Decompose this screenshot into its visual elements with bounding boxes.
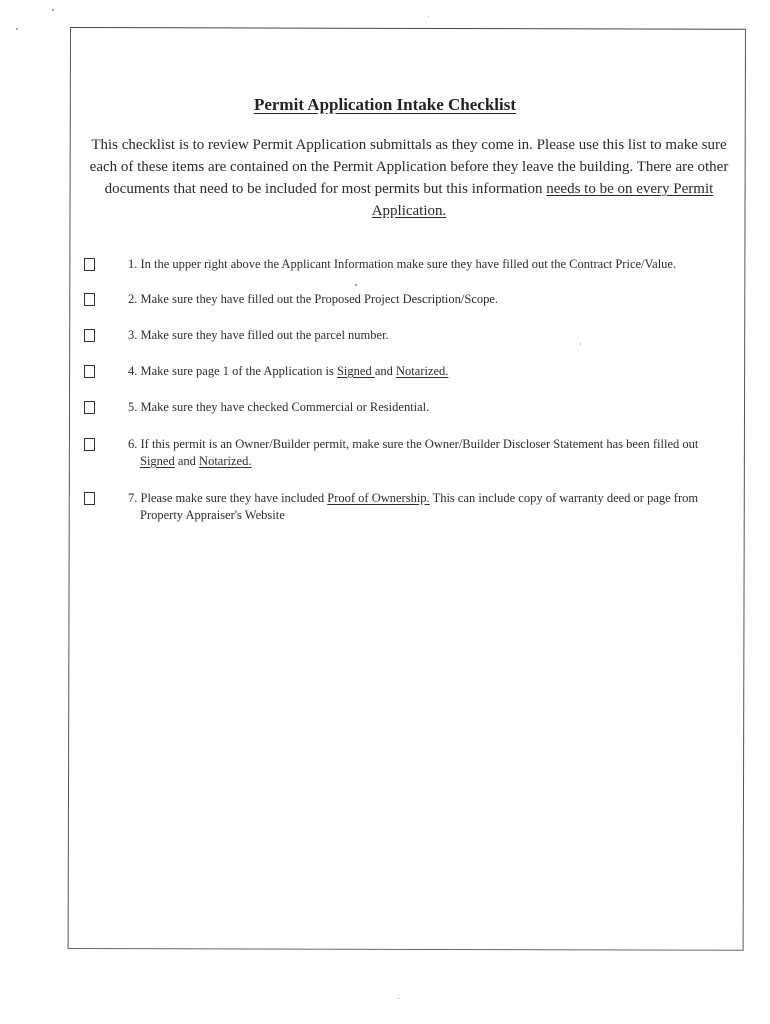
and-text: and <box>374 364 397 378</box>
item-number: 6. <box>128 437 138 451</box>
item-body-after: This can include copy of warranty deed or page from <box>429 491 699 505</box>
checkbox-7[interactable] <box>84 492 95 505</box>
item-6-line2 <box>128 453 732 470</box>
item-body: If this permit is an Owner/Builder permit, make sure the Owner/Builder Discloser Statement has been filled out <box>140 437 699 451</box>
signed-text: Signed <box>336 364 375 378</box>
and-text: and <box>174 454 200 468</box>
item-body: Make sure they have filled out the Proposed Project Description/Scope. <box>140 292 499 306</box>
checkbox-5[interactable] <box>84 401 95 414</box>
notarized-text: Notarized. <box>396 364 449 378</box>
checkbox-6[interactable] <box>84 438 95 451</box>
intro-underlined: needs to be on every Permit Application. <box>371 181 714 219</box>
scan-speck <box>428 16 429 17</box>
item-3-text <box>128 327 732 344</box>
item-body: Make sure they have checked Commercial or Residential. <box>140 400 430 414</box>
page-title: Permit Application Intake Checklist <box>253 95 517 114</box>
item-5-text <box>128 399 732 416</box>
notarized-text: Notarized. <box>199 454 252 468</box>
item-body: In the upper right above the Applicant Information make sure they have filled out the Contract Price/Value. <box>140 257 677 271</box>
intro-text: This checklist is to review Permit Application submittals as they come in. Please use this list to make sure each of these items are contained on the Permit Application before they leave the building. There are other documents that need to be included for most permits but this information <box>89 137 729 197</box>
scan-speck <box>52 9 54 11</box>
item-number: 7. <box>128 491 138 505</box>
item-number: 4. <box>128 364 138 378</box>
checkbox-4[interactable] <box>84 365 95 378</box>
item-number: 1. <box>128 257 138 271</box>
item-body: Please make sure they have included <box>140 491 328 505</box>
scan-speck <box>580 343 581 345</box>
item-6-text <box>128 436 732 470</box>
item-body: Make sure they have filled out the parcel number. <box>140 328 389 342</box>
scan-speck <box>398 998 399 999</box>
scan-speck <box>355 284 357 286</box>
item-number: 3. <box>128 328 138 342</box>
item-2-text <box>128 291 732 308</box>
item-number: 2. <box>128 292 138 306</box>
checkbox-1[interactable] <box>84 258 95 271</box>
item-body: Make sure page 1 of the Application is <box>140 364 337 378</box>
scan-speck <box>16 28 18 30</box>
checkbox-2[interactable] <box>84 293 95 306</box>
signed-text: Signed <box>140 454 175 468</box>
item-7-text <box>128 490 732 524</box>
checkbox-3[interactable] <box>84 329 95 342</box>
item-7-line2: Property Appraiser's Website <box>140 508 285 522</box>
proof-of-ownership-text: Proof of Ownership. <box>327 491 430 505</box>
intro-paragraph <box>86 134 732 222</box>
item-1-text <box>128 256 732 273</box>
item-4-text <box>128 363 732 380</box>
item-number: 5. <box>128 400 138 414</box>
